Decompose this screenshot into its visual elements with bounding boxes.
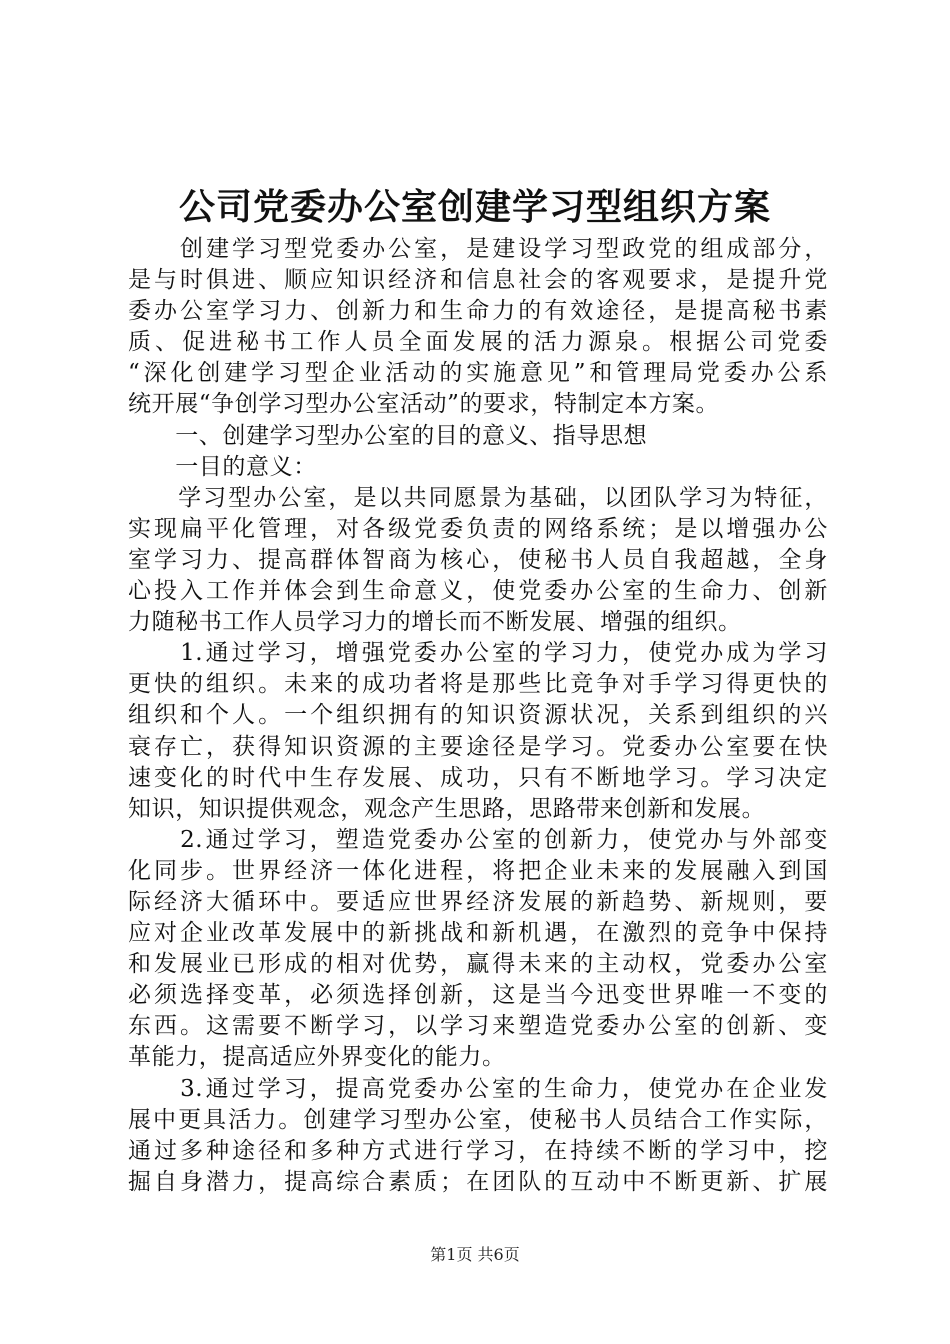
body-line: 通过多种途径和多种方式进行学习，在持续不断的学习中，挖 [128,1137,828,1164]
document-body [128,234,828,1198]
body-line: 更快的组织。未来的成功者将是那些比竞争对手学习得更快的 [128,671,828,698]
body-line: 东西。这需要不断学习，以学习来塑造党委办公室的创新、变 [128,1013,828,1040]
body-line: 掘自身潜力，提高综合素质；在团队的互动中不断更新、扩展 [128,1168,828,1195]
document-title: 公司党委办公室创建学习型组织方案 [178,186,771,228]
body-line: 统开展“争创学习型办公室活动”的要求，特制定本方案。 [128,391,720,418]
body-line: 际经济大循环中。要适应世界经济发展的新趋势、新规则，要 [128,888,828,915]
body-line: 应对企业改革发展中的新挑战和新机遇，在激烈的竞争中保持 [128,920,828,947]
body-line: 和发展业已形成的相对优势，赢得未来的主动权，党委办公室 [128,951,828,978]
body-line: 1.通过学习，增强党委办公室的学习力，使党办成为学习 [128,640,828,667]
body-line: 创建学习型党委办公室，是建设学习型政党的组成部分， [128,236,828,262]
body-line: 委办公室学习力、创新力和生命力的有效途径，是提高秘书素 [128,298,828,325]
body-line: 速变化的时代中生存发展、成功，只有不断地学习。学习决定 [128,764,828,791]
body-line: 实现扁平化管理，对各级党委负责的网络系统；是以增强办公 [128,515,828,542]
body-line: 展中更具活力。创建学习型办公室，使秘书人员结合工作实际， [128,1106,828,1133]
body-line: 知识，知识提供观念，观念产生思路，思路带来创新和发展。 [128,795,766,822]
body-line: 是与时俱进、顺应知识经济和信息社会的客观要求，是提升党 [128,267,828,294]
body-line: 室学习力、提高群体智商为核心，使秘书人员自我超越，全身 [128,546,828,573]
body-line: 心投入工作并体会到生命意义，使党委办公室的生命力、创新 [128,578,828,605]
body-line: 衰存亡，获得知识资源的主要途径是学习。党委办公室要在快 [128,733,828,760]
body-line: 力随秘书工作人员学习力的增长而不断发展、增强的组织。 [128,609,742,636]
body-line: 必须选择变革，必须选择创新，这是当今迅变世界唯一不变的 [128,982,828,1009]
body-line: 2.通过学习，塑造党委办公室的创新力，使党办与外部变 [128,826,828,853]
page-footer: 第1页 共6页 [430,1245,520,1264]
body-line: 学习型办公室，是以共同愿景为基础，以团队学习为特征， [128,484,828,511]
body-line: 革能力，提高适应外界变化的能力。 [128,1044,506,1071]
body-line: 化同步。世界经济一体化进程，将把企业未来的发展融入到国 [128,857,828,884]
body-line: 3.通过学习，提高党委办公室的生命力，使党办在企业发 [128,1075,828,1102]
body-line: 一目的意义： [128,453,317,480]
body-line: 质、促进秘书工作人员全面发展的活力源泉。根据公司党委 [128,329,828,356]
body-line: 组织和个人。一个组织拥有的知识资源状况，关系到组织的兴 [128,702,828,729]
body-line: 一、创建学习型办公室的目的意义、指导思想 [128,422,648,449]
body-line: “深化创建学习型企业活动的实施意见”和管理局党委办公系 [128,360,828,387]
